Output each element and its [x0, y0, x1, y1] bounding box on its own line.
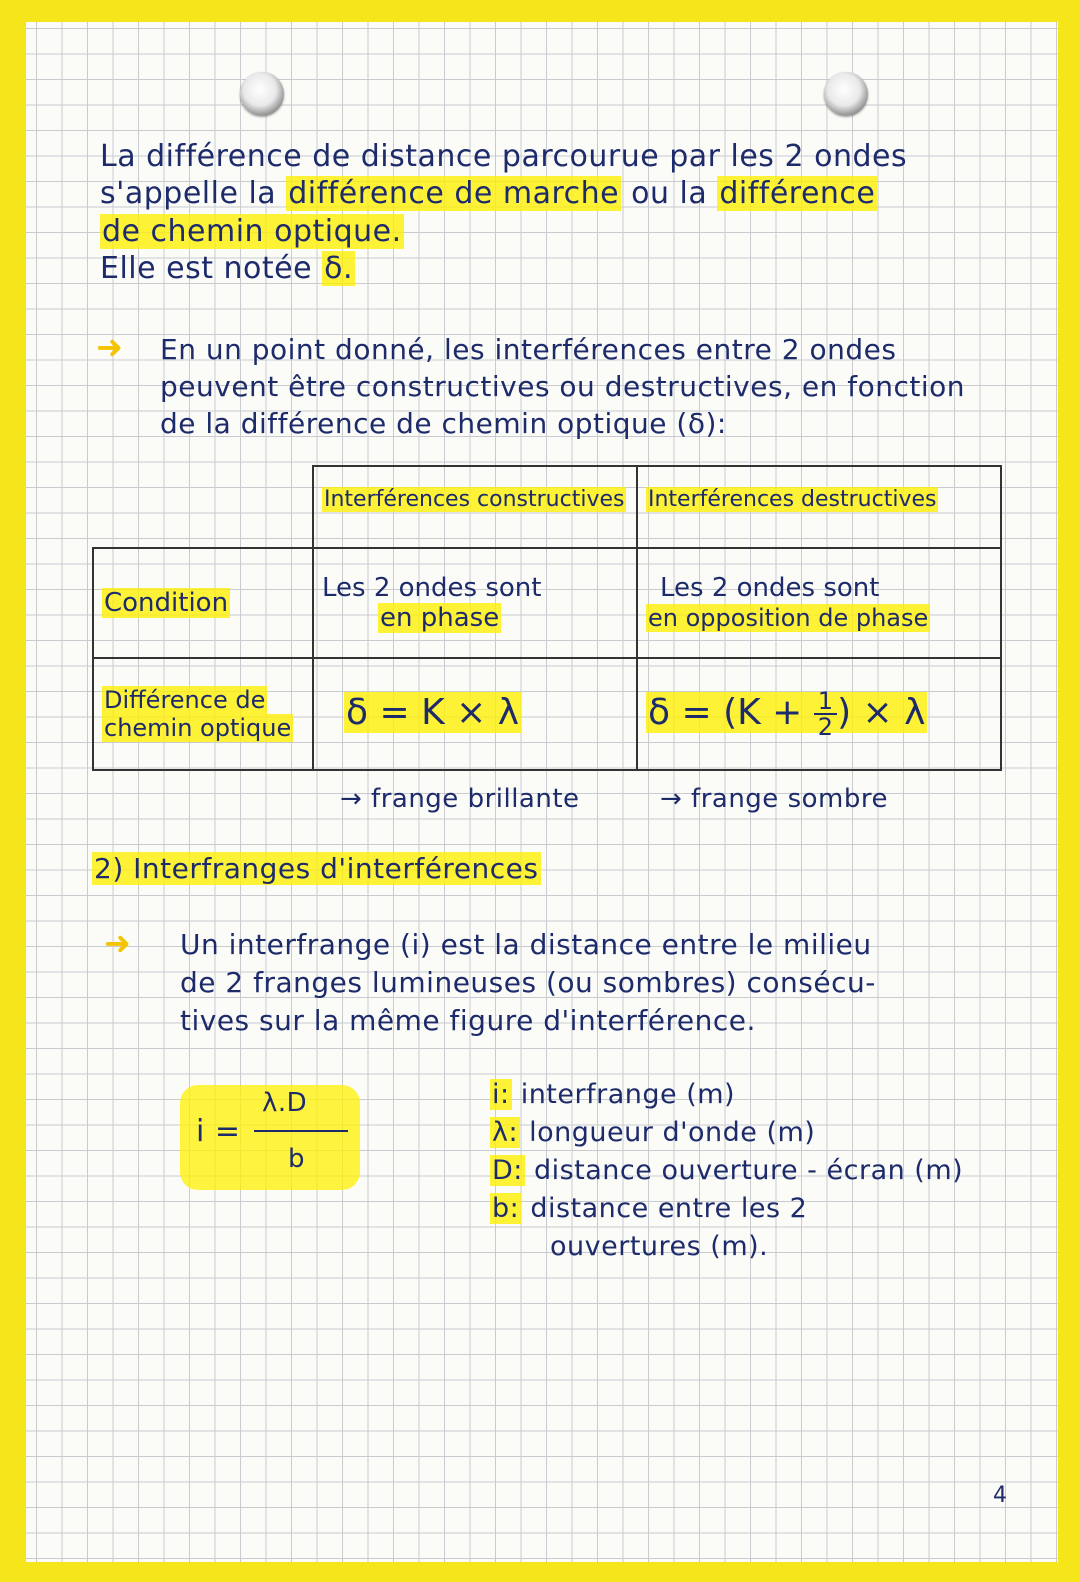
row-label-condition: Condition	[93, 548, 313, 658]
formula-lhs: i =	[196, 1114, 241, 1149]
para2-line2: peuvent être constructives ou destructives, en fonction	[160, 370, 966, 403]
legend-item-i: i: interfrange (m)	[492, 1079, 736, 1110]
formula-fraction-bar	[254, 1130, 348, 1132]
legend-item-lambda: λ: longueur d'onde (m)	[492, 1117, 816, 1148]
row-label-difference	[93, 658, 313, 770]
header-constructive: Interférences constructives	[313, 466, 637, 548]
condition-destructive-a: Les 2 ondes sont	[660, 573, 880, 603]
para2-line3: de la différence de chemin optique (δ):	[160, 407, 727, 440]
legend-item-b-cont: ouvertures (m).	[550, 1231, 769, 1262]
page-number: 4	[993, 1483, 1007, 1508]
para3-line3: tives sur la même figure d'interférence.	[180, 1004, 756, 1037]
para1-line4	[100, 252, 355, 286]
arrow-icon-para3: ➜	[104, 924, 132, 962]
interference-table	[92, 465, 1002, 771]
condition-destructive-b: en opposition de phase	[648, 604, 929, 632]
delta-symbol: δ.	[324, 251, 353, 286]
para1-line2-a: s'appelle la	[100, 176, 287, 211]
arrow-icon-para2: ➜	[96, 328, 124, 366]
row-label-difference-a: Différence de	[104, 686, 266, 714]
legend-item-D: D: distance ouverture - écran (m)	[492, 1155, 964, 1186]
fraction-denominator: 2	[817, 713, 834, 741]
fraction-numerator: 1	[814, 689, 837, 715]
term-difference: différence	[719, 176, 876, 211]
legend-item-b: b: distance entre les 2	[492, 1193, 808, 1224]
binder-hole-left	[240, 72, 284, 116]
para3-line1: Un interfrange (i) est la distance entre le milieu	[180, 928, 872, 961]
condition-constructive-a: Les 2 ondes sont	[322, 573, 542, 603]
term-chemin-optique: de chemin optique.	[102, 214, 402, 249]
cell-condition-constructive	[313, 548, 637, 658]
table-corner	[93, 466, 313, 548]
formula-destructive: δ = (K + $\frac{1}{2}$ ) × λ	[648, 687, 926, 741]
para1-line3	[100, 215, 404, 249]
formula-constructive: δ = K × λ	[346, 691, 520, 733]
para1-line2	[100, 177, 877, 211]
row-label-difference-b: chemin optique	[104, 714, 292, 742]
cell-formula-constructive	[313, 658, 637, 770]
para1-line2-c: ou la	[621, 176, 718, 211]
para1-line1: La différence de distance parcourue par les 2 ondes	[100, 139, 908, 174]
header-destructive: Interférences destructives	[637, 466, 1001, 548]
condition-constructive-b: en phase	[380, 603, 500, 633]
result-constructive: → frange brillante	[340, 784, 580, 814]
formula-numerator: λ.D	[262, 1088, 308, 1118]
term-difference-de-marche: différence de marche	[288, 176, 620, 211]
section2-title: 2) Interfranges d'interférences	[94, 852, 539, 885]
para2-line1: En un point donné, les interférences entre 2 ondes	[160, 333, 897, 366]
cell-condition-destructive	[637, 548, 1001, 658]
para3-line2: de 2 franges lumineuses (ou sombres) consécu-	[180, 966, 876, 999]
formula-denominator: b	[288, 1144, 306, 1174]
cell-formula-destructive	[637, 658, 1001, 770]
result-destructive: → frange sombre	[660, 784, 888, 814]
para1-line4-a: Elle est notée	[100, 251, 323, 286]
binder-hole-right	[824, 72, 868, 116]
